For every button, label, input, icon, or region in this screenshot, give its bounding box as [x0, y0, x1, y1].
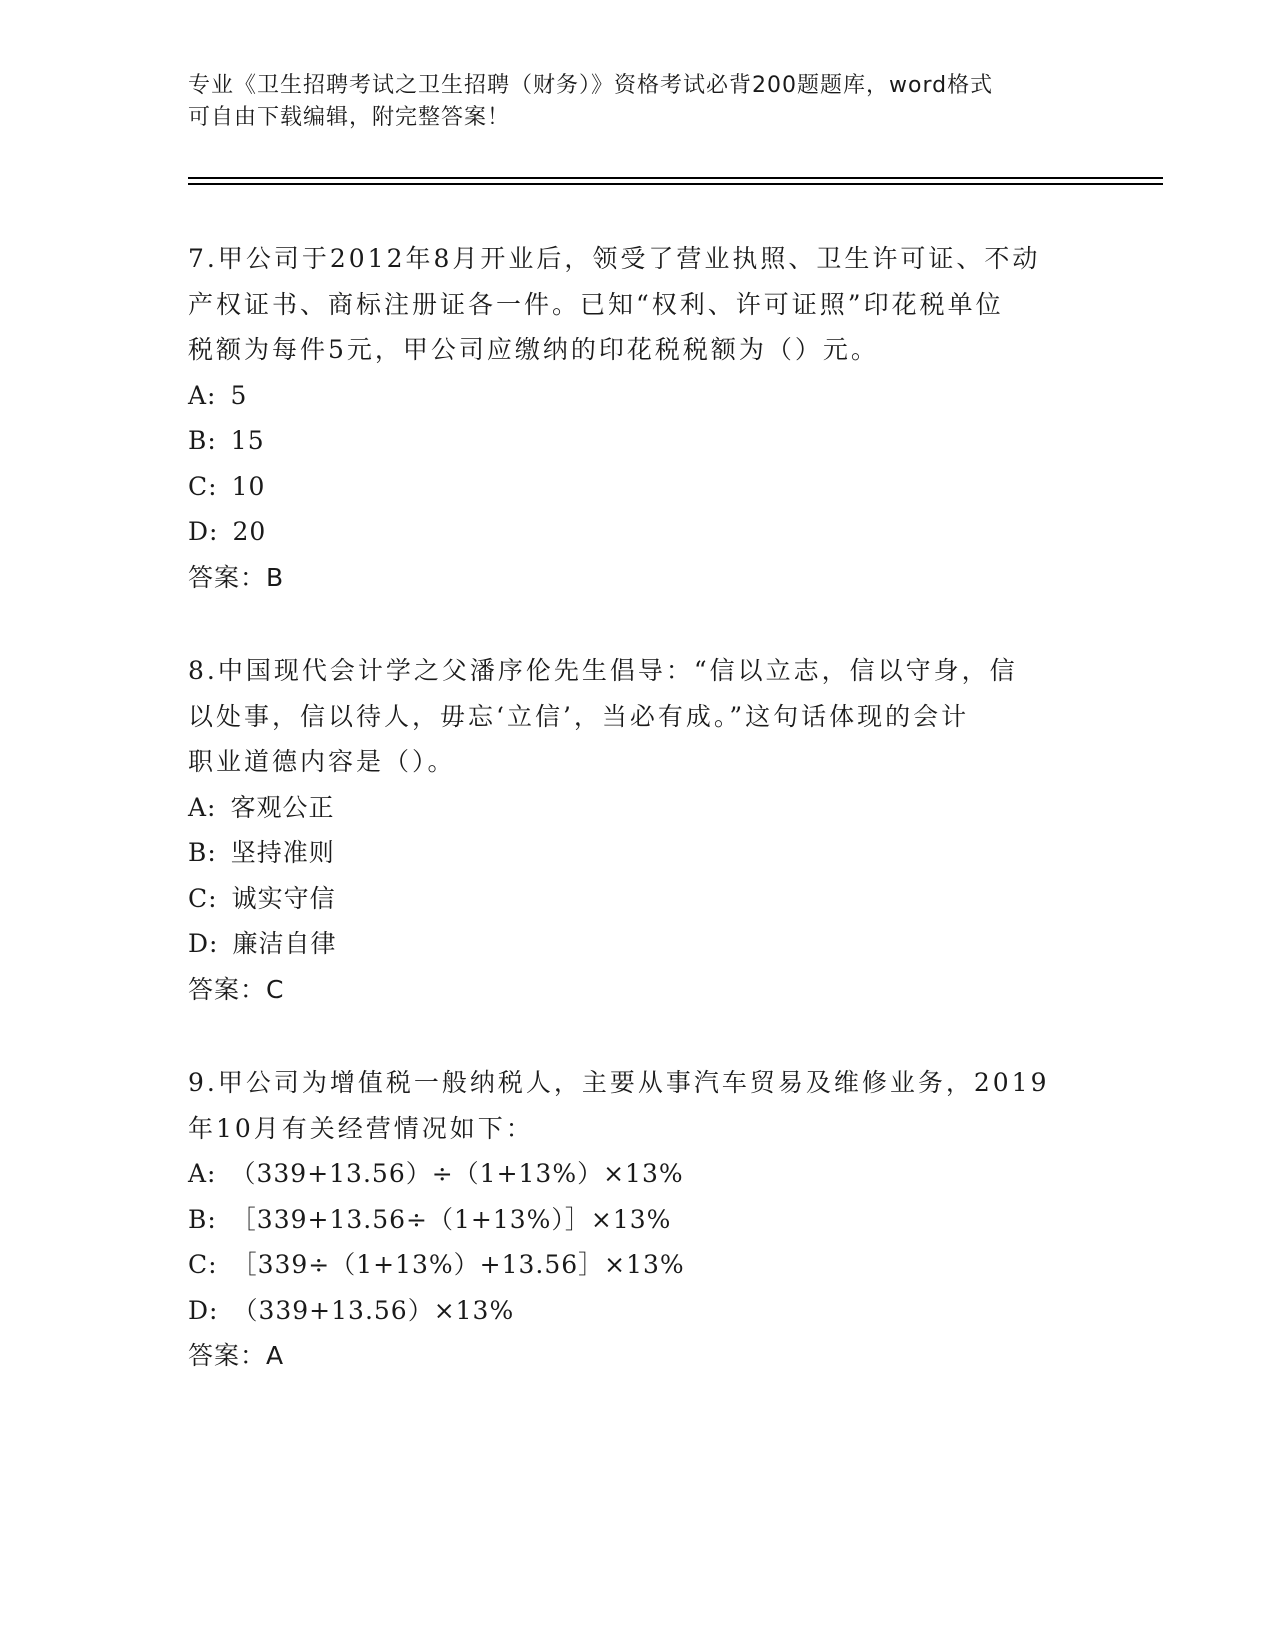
option-text: 诚实守信: [231, 883, 336, 913]
option-d: [188, 1288, 1088, 1334]
option-letter: A:: [188, 1159, 217, 1188]
answer-line: 答案：B: [188, 562, 285, 592]
option-a: [188, 373, 1088, 419]
header-divider-bottom: [188, 183, 1163, 185]
stem-line: 职业道德内容是（）。: [188, 747, 456, 776]
option-letter: B:: [188, 1204, 217, 1234]
option-text: ［339÷（1+13%）+13.56］×13%: [231, 1250, 685, 1279]
question-9: [188, 1060, 1088, 1379]
option-letter: B:: [188, 426, 217, 455]
option-text: 15: [230, 426, 265, 455]
option-c: [188, 464, 1088, 510]
option-text: （339+13.56）÷（1+13%）×13%: [230, 1159, 684, 1188]
question-stem: [188, 648, 1088, 785]
stem-line: 7.甲公司于2012年8月开业后，领受了营业执照、卫生许可证、不动: [188, 244, 1041, 273]
header-line-1: 专业《卫生招聘考试之卫生招聘（财务）》资格考试必背200题题库，word格式: [188, 73, 994, 98]
header-divider-top: [188, 177, 1163, 179]
option-letter: C:: [188, 471, 218, 501]
option-text: （339+13.56）×13%: [232, 1295, 515, 1325]
stem-line: 以处事，信以待人，毋忘‘立信’，当必有成。”这句话体现的会计: [188, 701, 970, 731]
option-d: [188, 921, 1088, 967]
option-c: [188, 1242, 1088, 1288]
answer-line: 答案：C: [188, 974, 285, 1004]
option-text: 20: [232, 517, 267, 546]
stem-line: 年10月有关经营情况如下：: [188, 1113, 534, 1143]
answer-line: 答案：A: [188, 1341, 285, 1370]
stem-line: 9.甲公司为增值税一般纳税人，主要从事汽车贸易及维修业务，2019: [188, 1068, 1050, 1097]
option-letter: A:: [188, 792, 217, 822]
option-letter: C:: [188, 1250, 218, 1279]
option-letter: D:: [188, 517, 219, 546]
question-8: [188, 648, 1088, 1012]
option-text: 廉洁自律: [232, 929, 337, 958]
header-line-2: 可自由下载编辑，附完整答案！: [188, 105, 511, 130]
option-letter: B:: [188, 838, 217, 867]
stem-line: 8.中国现代会计学之父潘序伦先生倡导：“信以立志，信以守身，信: [188, 656, 1018, 685]
question-7: [188, 236, 1088, 600]
option-b: [188, 1197, 1088, 1243]
stem-line: 产权证书、商标注册证各一件。已知“权利、许可证照”印花税单位: [188, 289, 1004, 319]
question-stem: [188, 236, 1088, 373]
option-d: [188, 509, 1088, 555]
option-a: [188, 1151, 1088, 1197]
question-stem: [188, 1060, 1088, 1151]
option-text: 5: [230, 380, 248, 410]
option-letter: A:: [188, 380, 217, 410]
option-text: 客观公正: [230, 792, 335, 822]
option-letter: C:: [188, 883, 218, 913]
option-text: 10: [231, 471, 266, 501]
option-text: ［339+13.56÷（1+13%）］×13%: [230, 1204, 672, 1234]
option-b: [188, 830, 1088, 876]
document-header: [188, 70, 1088, 134]
option-a: [188, 785, 1088, 831]
option-c: [188, 876, 1088, 922]
option-b: [188, 418, 1088, 464]
option-text: 坚持准则: [230, 838, 335, 867]
option-letter: D:: [188, 929, 219, 958]
option-letter: D:: [188, 1295, 219, 1325]
stem-line: 税额为每件5元，甲公司应缴纳的印花税税额为（）元。: [188, 335, 879, 364]
